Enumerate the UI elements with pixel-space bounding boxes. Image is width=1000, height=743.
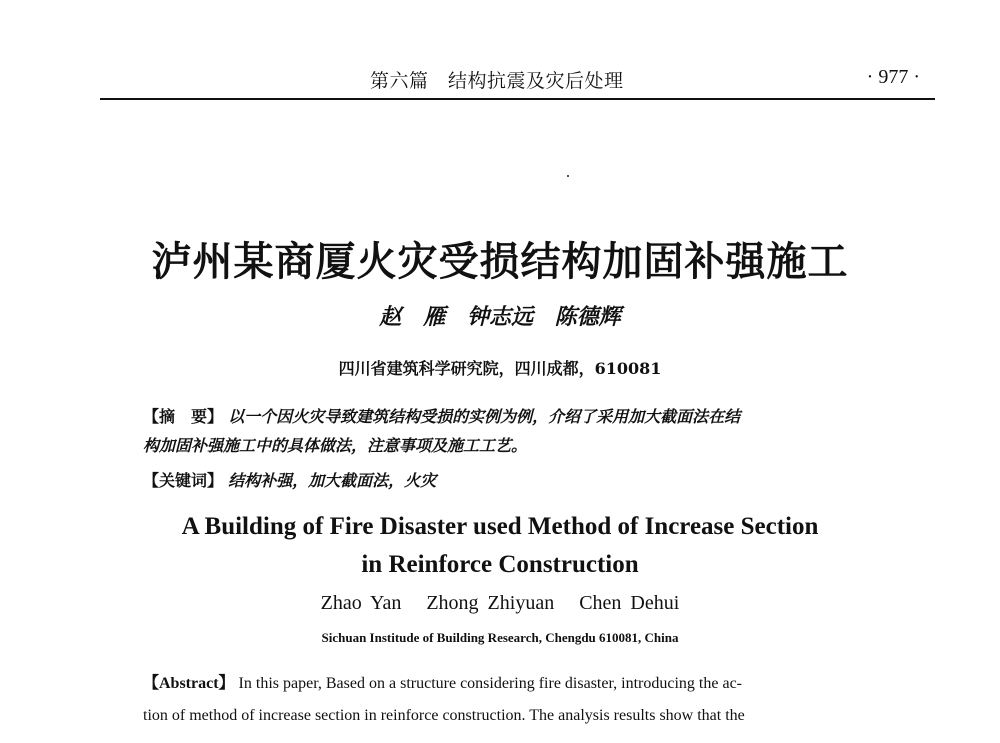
authors-en xyxy=(0,592,1000,615)
abstract-zh xyxy=(143,402,923,460)
abstract-label-zh: 【摘 要】 xyxy=(143,407,224,426)
affiliation-en: Sichuan Institude of Building Research, Chengdu 610081, China xyxy=(321,630,679,645)
author-zh: 钟志远 xyxy=(466,304,533,330)
keywords-zh xyxy=(143,466,923,495)
abstract-text-zh: 以一个因火灾导致建筑结构受损的实例为例，介绍了采用加大截面法在结 xyxy=(228,407,741,426)
author-en: Zhong Zhiyuan xyxy=(426,592,555,614)
paper-title-zh: 泸州某商厦火灾受损结构加固补强施工 xyxy=(151,238,849,285)
author-en: Chen Dehui xyxy=(579,592,680,614)
author-en: Zhao Yan xyxy=(320,592,402,614)
abstract-text-en: tion of method of increase section in reinforce construction. The analysis results show that the xyxy=(143,707,745,724)
title-en-line: in Reinforce Construction xyxy=(361,551,639,578)
paper-title-en xyxy=(0,508,1000,584)
keywords-label-zh: 【关键词】 xyxy=(143,471,224,490)
abstract-text-en: In this paper, Based on a structure considering fire disaster, introducing the ac- xyxy=(238,675,742,692)
author-zh: 赵 雁 xyxy=(379,304,446,330)
title-en-line: A Building of Fire Disaster used Method of Increase Section xyxy=(181,513,819,540)
author-zh: 陈德辉 xyxy=(554,304,621,330)
authors-zh xyxy=(0,300,1000,331)
page-number: · 977 · xyxy=(866,66,920,88)
running-header xyxy=(100,60,940,100)
abstract-label-en: 【Abstract】 xyxy=(143,675,235,692)
section-title: 第六篇 结构抗震及灾后处理 xyxy=(370,70,624,92)
abstract-en xyxy=(143,668,923,732)
keywords-text-zh: 结构补强，加大截面法，火灾 xyxy=(228,471,437,490)
abstract-text-zh: 构加固补强施工中的具体做法，注意事项及施工工艺。 xyxy=(143,436,528,455)
header-rule xyxy=(100,98,935,100)
speck xyxy=(567,175,569,177)
affiliation-zh: 四川省建筑科学研究院，四川成都，610081 xyxy=(338,359,662,378)
